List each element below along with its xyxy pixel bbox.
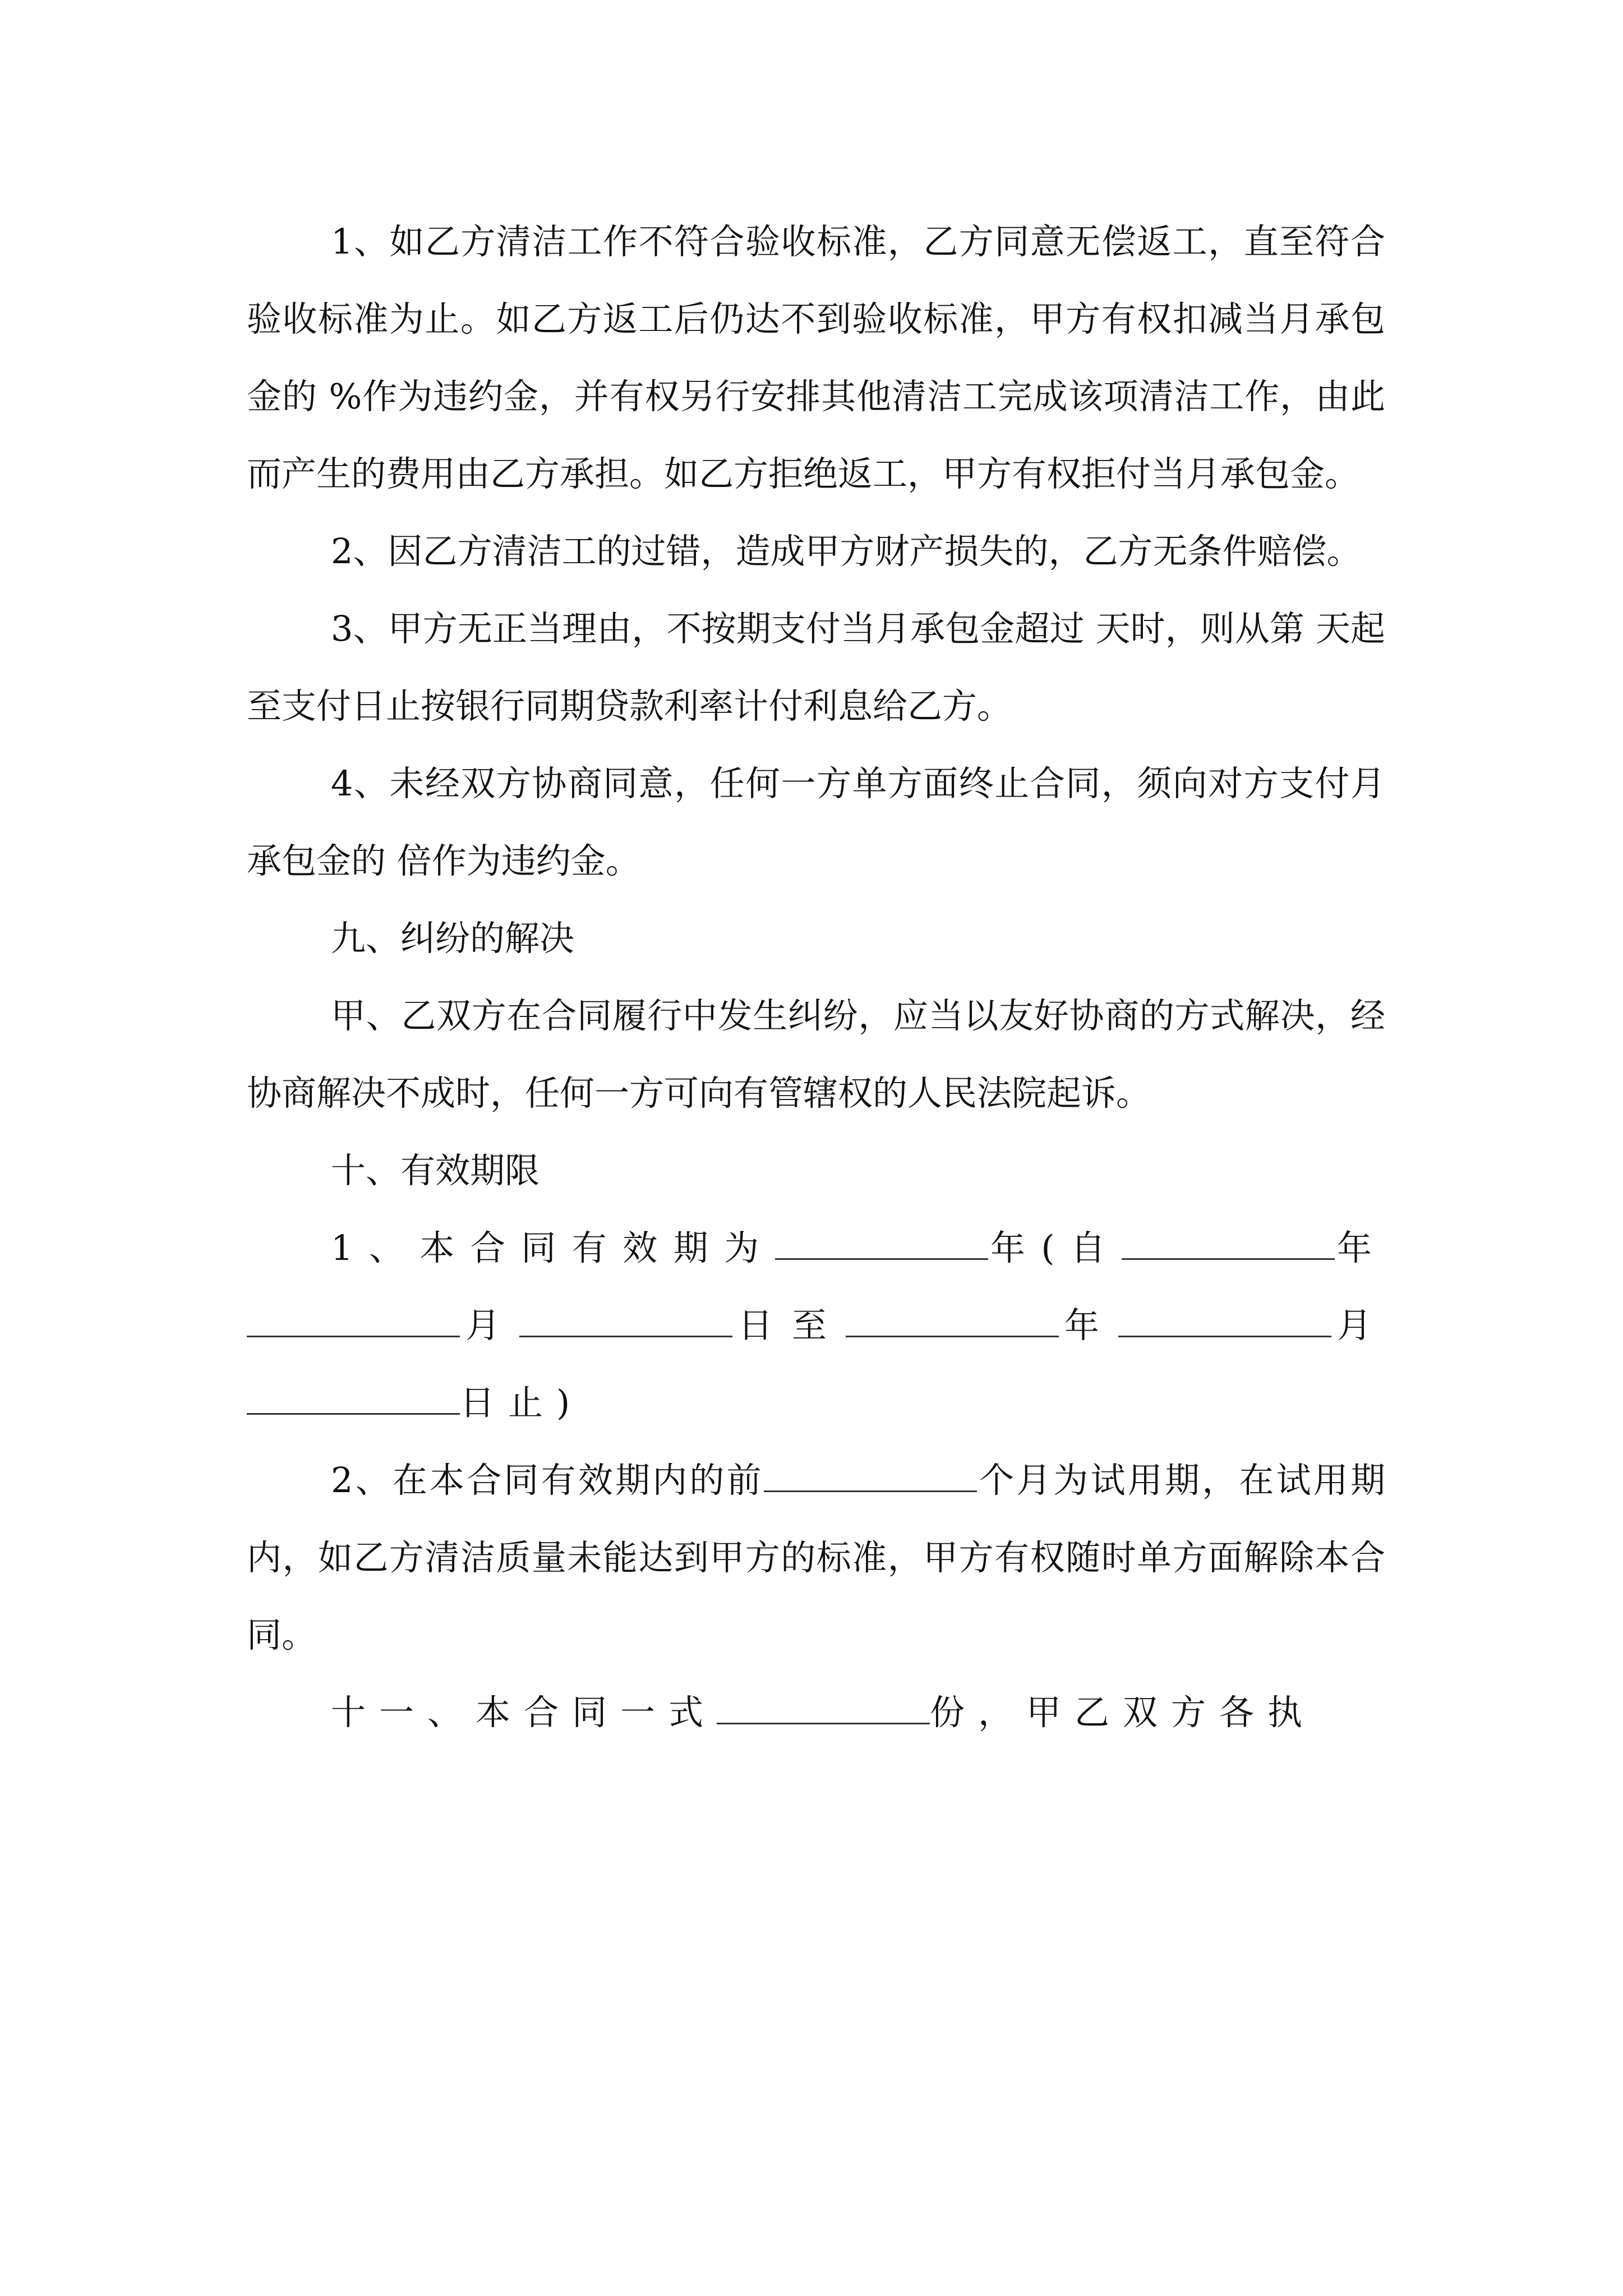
end-year-blank	[846, 1302, 1059, 1337]
clause-paragraph-2: 2、因乙方清洁工的过错，造成甲方财产损失的，乙方无条件赔偿。	[331, 531, 1362, 572]
copies-lead: 十一、本合同一式	[331, 1692, 717, 1733]
term-month-label-2: 月	[1331, 1305, 1385, 1346]
start-year-blank	[1122, 1225, 1335, 1260]
trial-months-blank	[764, 1457, 977, 1492]
section-heading-9: 九、纠纷的解决	[331, 918, 575, 959]
term-year-label-2: 年	[1058, 1305, 1118, 1346]
section-heading-10: 十、有效期限	[331, 1150, 540, 1191]
term-day-to: 日至	[732, 1305, 846, 1346]
end-month-blank	[1118, 1302, 1331, 1337]
copies-paragraph	[247, 1674, 1385, 1751]
clause-paragraph-4: 4、未经双方协商同意，任何一方单方面终止合同，须向对方支付月承包金的 倍作为违约金。	[247, 763, 1385, 881]
clause-paragraph-3: 3、甲方无正当理由，不按期支付当月承包金超过 天时，则从第 天起至支付日止按银行同期贷款利率计付利息给乙方。	[247, 608, 1385, 726]
trial-paragraph	[247, 1442, 1385, 1674]
trial-rest: 个月为试用期，在试用期内，如乙方清洁质量未能达到甲方的标准，甲方有权随时单方面解除本合同。	[247, 1460, 1385, 1655]
term-lead: 1、本合同有效期为	[331, 1227, 775, 1268]
document-body	[247, 203, 1385, 1751]
term-end: 日止)	[460, 1382, 584, 1423]
term-year-from: 年(自	[988, 1227, 1122, 1268]
end-day-blank	[247, 1379, 460, 1415]
start-day-blank	[519, 1302, 732, 1337]
dispute-paragraph: 甲、乙双方在合同履行中发生纠纷，应当以友好协商的方式解决，经协商解决不成时，任何一方可向有管辖权的人民法院起诉。	[247, 995, 1385, 1114]
copies-blank	[717, 1689, 930, 1724]
trial-lead: 2、在本合同有效期内的前	[331, 1460, 764, 1501]
term-paragraph	[247, 1209, 1385, 1442]
term-year-label: 年	[1334, 1227, 1385, 1268]
term-month-label: 月	[460, 1305, 519, 1346]
copies-rest: 份，甲乙双方各执	[930, 1692, 1316, 1733]
term-years-blank	[775, 1225, 988, 1260]
start-month-blank	[247, 1302, 460, 1337]
clause-paragraph-1: 1、如乙方清洁工作不符合验收标准，乙方同意无偿返工，直至符合验收标准为止。如乙方返工后仍达不到验收标准，甲方有权扣减当月承包金的 %作为违约金，并有权另行安排其他清洁工完成该项清洁工作，由此而产生的费用由乙方承担。如乙方拒绝返工，甲方有权拒付当月承包金。	[247, 221, 1385, 494]
